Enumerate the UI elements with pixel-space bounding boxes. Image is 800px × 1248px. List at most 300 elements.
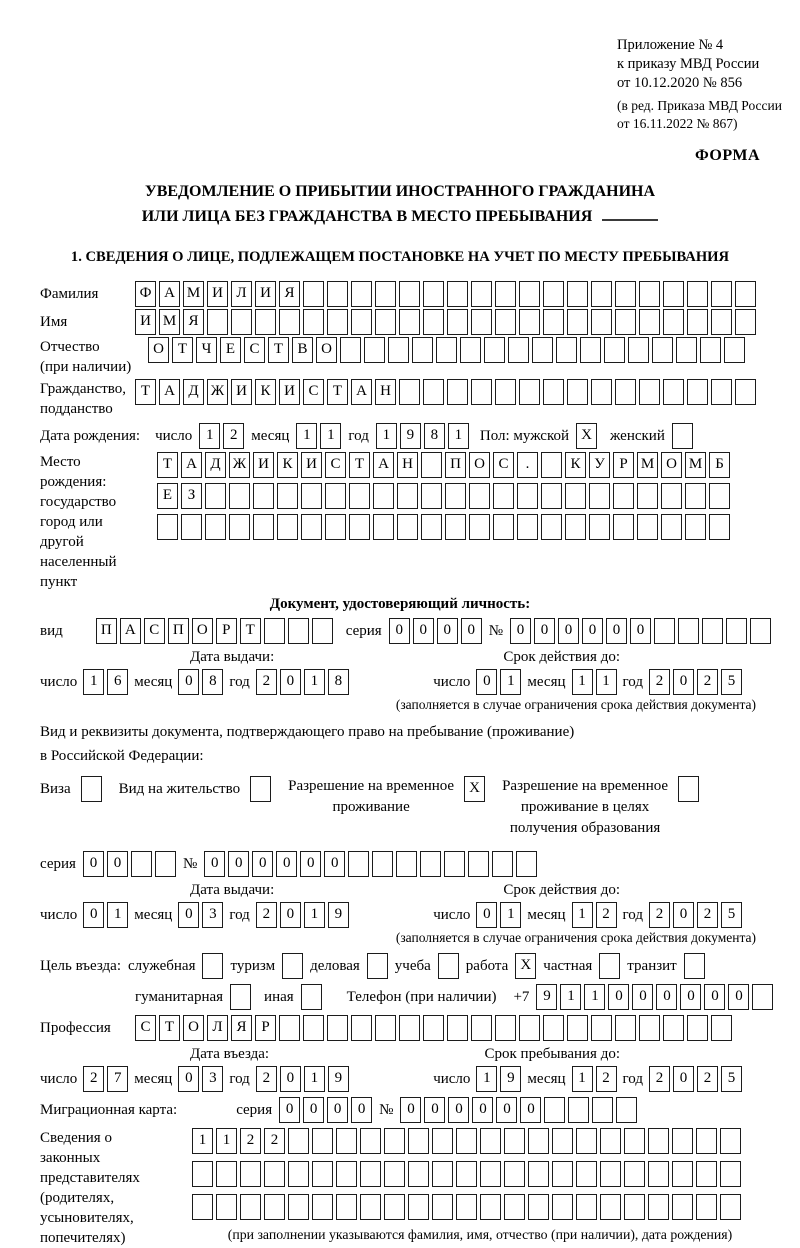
char-cell[interactable] [480,1194,501,1220]
char-cell[interactable] [672,1128,693,1154]
char-cell[interactable] [456,1128,477,1154]
char-cell[interactable] [726,618,747,644]
char-cell[interactable]: 1 [376,423,397,449]
char-cell[interactable] [672,423,693,449]
char-cell[interactable] [202,953,223,979]
char-cell[interactable] [303,1015,324,1041]
char-cell[interactable]: 0 [472,1097,493,1123]
char-cell[interactable]: И [207,281,228,307]
char-cell[interactable] [230,984,251,1010]
char-cell[interactable]: 0 [673,669,694,695]
char-cell[interactable]: С [493,452,514,478]
char-cell[interactable]: 1 [560,984,581,1010]
char-cell[interactable]: X [515,953,536,979]
char-cell[interactable] [420,851,441,877]
char-cell[interactable] [373,483,394,509]
char-cell[interactable] [192,1194,213,1220]
char-cell[interactable] [432,1194,453,1220]
char-cell[interactable] [456,1161,477,1187]
char-cell[interactable] [543,281,564,307]
char-cell[interactable] [229,514,250,540]
char-cell[interactable]: 2 [697,1066,718,1092]
char-cell[interactable] [364,337,385,363]
char-cell[interactable]: 1 [216,1128,237,1154]
char-cell[interactable] [421,452,442,478]
char-cell[interactable] [700,337,721,363]
char-cell[interactable] [600,1194,621,1220]
char-cell[interactable] [229,483,250,509]
char-cell[interactable]: 8 [328,669,349,695]
char-cell[interactable] [735,281,756,307]
char-cell[interactable] [580,337,601,363]
char-cell[interactable]: Т [157,452,178,478]
char-cell[interactable]: 0 [178,1066,199,1092]
char-cell[interactable]: 0 [324,851,345,877]
char-cell[interactable] [423,281,444,307]
char-cell[interactable]: 6 [107,669,128,695]
char-cell[interactable] [637,514,658,540]
char-cell[interactable]: С [303,379,324,405]
char-cell[interactable]: 1 [500,902,521,928]
char-cell[interactable]: 1 [572,1066,593,1092]
char-cell[interactable] [678,776,699,802]
char-cell[interactable] [624,1161,645,1187]
char-cell[interactable]: Л [231,281,252,307]
char-cell[interactable]: 0 [178,669,199,695]
char-cell[interactable]: Т [240,618,261,644]
char-cell[interactable] [519,379,540,405]
char-cell[interactable]: 0 [437,618,458,644]
char-cell[interactable]: И [135,309,156,335]
char-cell[interactable] [541,452,562,478]
char-cell[interactable]: 1 [199,423,220,449]
char-cell[interactable] [591,1015,612,1041]
char-cell[interactable]: 0 [280,669,301,695]
char-cell[interactable]: О [192,618,213,644]
char-cell[interactable]: 2 [240,1128,261,1154]
char-cell[interactable] [480,1161,501,1187]
char-cell[interactable]: 9 [328,1066,349,1092]
char-cell[interactable]: 9 [328,902,349,928]
char-cell[interactable]: О [316,337,337,363]
char-cell[interactable] [301,984,322,1010]
char-cell[interactable]: 2 [649,902,670,928]
char-cell[interactable] [637,483,658,509]
char-cell[interactable] [351,1015,372,1041]
char-cell[interactable] [432,1128,453,1154]
char-cell[interactable]: К [277,452,298,478]
char-cell[interactable]: 2 [264,1128,285,1154]
char-cell[interactable] [495,1015,516,1041]
char-cell[interactable] [264,618,285,644]
char-cell[interactable] [384,1161,405,1187]
char-cell[interactable] [327,309,348,335]
char-cell[interactable] [471,281,492,307]
char-cell[interactable] [279,309,300,335]
char-cell[interactable]: П [96,618,117,644]
char-cell[interactable] [375,309,396,335]
char-cell[interactable]: 1 [572,902,593,928]
char-cell[interactable] [423,309,444,335]
char-cell[interactable]: Р [216,618,237,644]
char-cell[interactable] [336,1128,357,1154]
char-cell[interactable]: 0 [461,618,482,644]
char-cell[interactable] [471,1015,492,1041]
char-cell[interactable] [752,984,773,1010]
char-cell[interactable] [157,514,178,540]
char-cell[interactable]: 2 [649,669,670,695]
char-cell[interactable]: 2 [649,1066,670,1092]
char-cell[interactable] [711,379,732,405]
char-cell[interactable]: И [279,379,300,405]
char-cell[interactable]: Ф [135,281,156,307]
char-cell[interactable] [372,851,393,877]
char-cell[interactable] [615,1015,636,1041]
char-cell[interactable]: И [253,452,274,478]
char-cell[interactable] [702,618,723,644]
char-cell[interactable] [613,483,634,509]
char-cell[interactable]: О [661,452,682,478]
char-cell[interactable] [460,337,481,363]
char-cell[interactable] [592,1097,613,1123]
char-cell[interactable] [519,309,540,335]
char-cell[interactable]: 1 [304,1066,325,1092]
char-cell[interactable] [205,483,226,509]
char-cell[interactable] [340,337,361,363]
char-cell[interactable]: Т [172,337,193,363]
char-cell[interactable]: 1 [304,669,325,695]
char-cell[interactable] [709,514,730,540]
char-cell[interactable]: А [181,452,202,478]
char-cell[interactable]: 1 [596,669,617,695]
char-cell[interactable]: Я [279,281,300,307]
char-cell[interactable]: П [445,452,466,478]
char-cell[interactable] [639,309,660,335]
char-cell[interactable]: 2 [697,902,718,928]
char-cell[interactable] [367,953,388,979]
char-cell[interactable]: М [159,309,180,335]
char-cell[interactable]: Р [255,1015,276,1041]
char-cell[interactable] [312,1194,333,1220]
char-cell[interactable] [519,1015,540,1041]
char-cell[interactable] [543,379,564,405]
char-cell[interactable] [615,281,636,307]
char-cell[interactable]: 0 [520,1097,541,1123]
char-cell[interactable]: Т [268,337,289,363]
char-cell[interactable] [301,514,322,540]
char-cell[interactable] [312,1161,333,1187]
char-cell[interactable] [484,337,505,363]
char-cell[interactable] [282,953,303,979]
char-cell[interactable] [288,1194,309,1220]
char-cell[interactable] [624,1128,645,1154]
char-cell[interactable] [445,483,466,509]
char-cell[interactable] [336,1194,357,1220]
char-cell[interactable] [567,309,588,335]
char-cell[interactable] [216,1194,237,1220]
char-cell[interactable] [495,281,516,307]
char-cell[interactable]: 0 [496,1097,517,1123]
char-cell[interactable] [720,1194,741,1220]
char-cell[interactable]: . [517,452,538,478]
char-cell[interactable] [552,1128,573,1154]
char-cell[interactable]: Е [220,337,241,363]
char-cell[interactable] [445,514,466,540]
char-cell[interactable]: Т [159,1015,180,1041]
char-cell[interactable]: Ч [196,337,217,363]
char-cell[interactable] [504,1161,525,1187]
char-cell[interactable]: А [159,281,180,307]
char-cell[interactable]: К [565,452,586,478]
char-cell[interactable] [421,514,442,540]
char-cell[interactable] [469,514,490,540]
char-cell[interactable] [678,618,699,644]
char-cell[interactable] [615,379,636,405]
char-cell[interactable]: Т [327,379,348,405]
char-cell[interactable] [240,1161,261,1187]
char-cell[interactable] [312,1128,333,1154]
char-cell[interactable] [639,1015,660,1041]
char-cell[interactable]: 2 [256,1066,277,1092]
char-cell[interactable] [565,514,586,540]
char-cell[interactable]: Е [157,483,178,509]
char-cell[interactable] [663,281,684,307]
char-cell[interactable] [303,281,324,307]
char-cell[interactable] [250,776,271,802]
char-cell[interactable] [495,379,516,405]
char-cell[interactable] [469,483,490,509]
char-cell[interactable]: Д [183,379,204,405]
char-cell[interactable]: С [244,337,265,363]
char-cell[interactable] [687,1015,708,1041]
char-cell[interactable]: 0 [608,984,629,1010]
char-cell[interactable]: 2 [697,669,718,695]
char-cell[interactable] [750,618,771,644]
char-cell[interactable]: 2 [256,669,277,695]
char-cell[interactable]: П [168,618,189,644]
char-cell[interactable] [360,1194,381,1220]
char-cell[interactable] [423,379,444,405]
char-cell[interactable]: 0 [107,851,128,877]
char-cell[interactable]: 8 [424,423,445,449]
char-cell[interactable]: 2 [223,423,244,449]
char-cell[interactable] [349,483,370,509]
char-cell[interactable] [696,1128,717,1154]
char-cell[interactable]: 0 [476,669,497,695]
char-cell[interactable] [648,1128,669,1154]
char-cell[interactable] [528,1161,549,1187]
char-cell[interactable]: 0 [400,1097,421,1123]
char-cell[interactable] [720,1128,741,1154]
char-cell[interactable] [711,309,732,335]
char-cell[interactable] [301,483,322,509]
char-cell[interactable] [591,309,612,335]
char-cell[interactable]: 0 [448,1097,469,1123]
char-cell[interactable]: X [576,423,597,449]
char-cell[interactable]: Ж [229,452,250,478]
char-cell[interactable] [648,1161,669,1187]
char-cell[interactable] [589,514,610,540]
char-cell[interactable] [264,1161,285,1187]
char-cell[interactable] [684,953,705,979]
char-cell[interactable] [711,1015,732,1041]
char-cell[interactable]: 1 [304,902,325,928]
char-cell[interactable]: А [120,618,141,644]
char-cell[interactable]: З [181,483,202,509]
char-cell[interactable]: 1 [448,423,469,449]
char-cell[interactable]: 5 [721,669,742,695]
char-cell[interactable] [288,618,309,644]
char-cell[interactable] [576,1128,597,1154]
char-cell[interactable]: 8 [202,669,223,695]
char-cell[interactable]: О [469,452,490,478]
char-cell[interactable]: 1 [192,1128,213,1154]
char-cell[interactable]: 0 [656,984,677,1010]
char-cell[interactable]: 0 [606,618,627,644]
char-cell[interactable]: С [325,452,346,478]
char-cell[interactable] [312,618,333,644]
char-cell[interactable]: 0 [673,1066,694,1092]
char-cell[interactable]: 0 [424,1097,445,1123]
char-cell[interactable]: 2 [83,1066,104,1092]
char-cell[interactable] [615,309,636,335]
char-cell[interactable]: Т [135,379,156,405]
char-cell[interactable] [661,483,682,509]
char-cell[interactable] [397,514,418,540]
char-cell[interactable] [495,309,516,335]
char-cell[interactable] [735,309,756,335]
char-cell[interactable]: 1 [572,669,593,695]
char-cell[interactable]: С [144,618,165,644]
char-cell[interactable] [348,851,369,877]
char-cell[interactable] [613,514,634,540]
char-cell[interactable] [576,1194,597,1220]
char-cell[interactable]: Л [207,1015,228,1041]
char-cell[interactable] [685,514,706,540]
char-cell[interactable] [709,483,730,509]
char-cell[interactable] [471,379,492,405]
char-cell[interactable]: 0 [413,618,434,644]
char-cell[interactable]: 2 [596,1066,617,1092]
char-cell[interactable]: 0 [704,984,725,1010]
char-cell[interactable]: 0 [630,618,651,644]
char-cell[interactable] [388,337,409,363]
char-cell[interactable]: И [301,452,322,478]
char-cell[interactable] [325,514,346,540]
char-cell[interactable]: 0 [204,851,225,877]
char-cell[interactable] [253,514,274,540]
char-cell[interactable] [532,337,553,363]
char-cell[interactable] [397,483,418,509]
char-cell[interactable] [568,1097,589,1123]
char-cell[interactable] [543,309,564,335]
char-cell[interactable] [447,281,468,307]
char-cell[interactable] [517,483,538,509]
char-cell[interactable]: Я [183,309,204,335]
char-cell[interactable] [240,1194,261,1220]
char-cell[interactable] [412,337,433,363]
char-cell[interactable]: 0 [534,618,555,644]
char-cell[interactable] [288,1128,309,1154]
char-cell[interactable] [516,851,537,877]
char-cell[interactable] [471,309,492,335]
char-cell[interactable] [687,309,708,335]
char-cell[interactable] [493,483,514,509]
char-cell[interactable]: X [464,776,485,802]
char-cell[interactable] [652,337,673,363]
char-cell[interactable] [687,281,708,307]
char-cell[interactable] [468,851,489,877]
char-cell[interactable] [543,1015,564,1041]
char-cell[interactable] [567,281,588,307]
char-cell[interactable] [327,281,348,307]
char-cell[interactable] [624,1194,645,1220]
char-cell[interactable]: Р [613,452,634,478]
char-cell[interactable] [576,1161,597,1187]
char-cell[interactable]: 5 [721,1066,742,1092]
char-cell[interactable]: Б [709,452,730,478]
char-cell[interactable] [663,379,684,405]
char-cell[interactable] [648,1194,669,1220]
char-cell[interactable] [399,281,420,307]
char-cell[interactable]: Д [205,452,226,478]
char-cell[interactable]: 1 [500,669,521,695]
char-cell[interactable]: 0 [673,902,694,928]
char-cell[interactable] [504,1194,525,1220]
char-cell[interactable] [399,309,420,335]
char-cell[interactable]: 1 [476,1066,497,1092]
char-cell[interactable]: 0 [279,1097,300,1123]
char-cell[interactable] [408,1161,429,1187]
char-cell[interactable] [447,1015,468,1041]
char-cell[interactable] [711,281,732,307]
char-cell[interactable] [192,1161,213,1187]
char-cell[interactable]: У [589,452,610,478]
char-cell[interactable]: 2 [256,902,277,928]
char-cell[interactable]: Я [231,1015,252,1041]
char-cell[interactable] [504,1128,525,1154]
char-cell[interactable] [396,851,417,877]
char-cell[interactable]: 0 [178,902,199,928]
char-cell[interactable] [155,851,176,877]
char-cell[interactable] [375,281,396,307]
char-cell[interactable] [663,309,684,335]
char-cell[interactable]: 9 [500,1066,521,1092]
char-cell[interactable] [327,1015,348,1041]
char-cell[interactable] [519,281,540,307]
char-cell[interactable]: 0 [558,618,579,644]
char-cell[interactable] [288,1161,309,1187]
char-cell[interactable]: 7 [107,1066,128,1092]
char-cell[interactable] [528,1194,549,1220]
char-cell[interactable]: 1 [107,902,128,928]
char-cell[interactable] [541,483,562,509]
char-cell[interactable]: 0 [351,1097,372,1123]
char-cell[interactable] [432,1161,453,1187]
char-cell[interactable] [399,379,420,405]
char-cell[interactable] [384,1194,405,1220]
char-cell[interactable] [436,337,457,363]
char-cell[interactable] [735,379,756,405]
char-cell[interactable] [616,1097,637,1123]
char-cell[interactable]: 1 [83,669,104,695]
char-cell[interactable] [216,1161,237,1187]
char-cell[interactable] [351,309,372,335]
char-cell[interactable]: 2 [596,902,617,928]
char-cell[interactable] [639,379,660,405]
char-cell[interactable] [399,1015,420,1041]
char-cell[interactable]: 9 [400,423,421,449]
